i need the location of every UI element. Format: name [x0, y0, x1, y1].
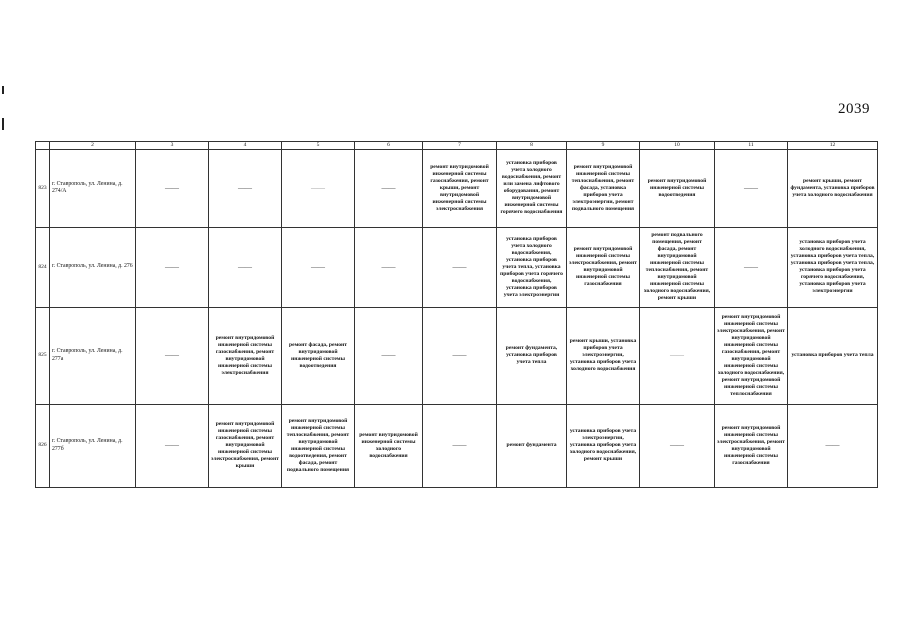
address-cell: г. Ставрополь, ул. Ленина, д. 277а: [50, 307, 136, 404]
work-cell: ремонт внутридомовой инженерной системы газоснабжения, ремонт крыши, ремонт внутридомовой инженерной системы электроснабжения: [423, 149, 497, 227]
work-cell: установка приборов учета холодного водоснабжения, установка приборов учета тепла, установка приборов учета горячего водоснабжения, установка приборов учета электроэнергии: [497, 227, 567, 307]
header-cell: 3: [136, 142, 209, 150]
empty-cell: [715, 149, 788, 227]
empty-cell: [355, 227, 423, 307]
empty-cell: [715, 227, 788, 307]
dash: ——: [311, 262, 325, 271]
dash: ——: [381, 262, 396, 271]
header-cell: [36, 142, 50, 150]
dash: ——: [165, 262, 179, 271]
header-cell: 6: [355, 142, 423, 150]
table-row: [36, 404, 878, 487]
row-number: 826: [36, 404, 50, 487]
empty-cell: [136, 307, 209, 404]
table-row: [36, 227, 878, 307]
work-cell: ремонт внутридомовой инженерной системы водоотведения: [640, 149, 715, 227]
work-cell: ремонт крыши, ремонт фундамента, установка приборов учета холодного водоснабжения: [788, 149, 878, 227]
dash: ——: [452, 262, 467, 271]
work-cell: ремонт фасада, ремонт внутридомовой инженерной системы водоотведения: [282, 307, 355, 404]
dash: ——: [744, 183, 758, 192]
header-cell: 5: [282, 142, 355, 150]
empty-cell: [423, 227, 497, 307]
work-cell: ремонт внутридомовой инженерной системы теплоснабжения, ремонт внутридомовой инженерной системы водоотведения, ремонт фасада, ремонт подвального помещения: [282, 404, 355, 487]
dash: ——: [452, 351, 467, 360]
empty-cell: [423, 307, 497, 404]
work-cell: ремонт внутридомовой инженерной системы холодного водоснабжения: [355, 404, 423, 487]
work-cell: установка приборов учета холодного водоснабжения, установка приборов учета тепла, установка приборов учета тепла, установка приборов учета горячего водоснабжения, установка приборов учета электроэнергии: [788, 227, 878, 307]
address-cell: г. Ставрополь, ул. Ленина, д. 277б: [50, 404, 136, 487]
empty-cell: [282, 227, 355, 307]
work-cell: ремонт крыши, установка приборов учета электроэнергии, установка приборов учета холодного водоснабжения: [567, 307, 640, 404]
address-cell: г. Ставрополь, ул. Ленина, д. 276: [50, 227, 136, 307]
work-cell: установка приборов учета электроэнергии, установка приборов учета холодного водоснабжения, ремонт крыши: [567, 404, 640, 487]
dash: ——: [311, 183, 325, 192]
empty-cell: [136, 404, 209, 487]
header-cell: 2: [50, 142, 136, 150]
empty-cell: [355, 307, 423, 404]
empty-cell: [282, 149, 355, 227]
address-cell: г. Ставрополь, ул. Ленина, д. 274/А: [50, 149, 136, 227]
dash: ——: [452, 441, 467, 450]
work-cell: ремонт внутридомовой инженерной системы газоснабжения, ремонт внутридомовой инженерной системы электроснабжения: [209, 307, 282, 404]
table-row: [36, 149, 878, 227]
dash: ——: [825, 441, 840, 450]
dash: ——: [744, 262, 758, 271]
empty-cell: [136, 227, 209, 307]
work-cell: ремонт внутридомовой инженерной системы электроснабжения, ремонт внутридомовой инженерной системы газоснабжения: [567, 227, 640, 307]
dash: ——: [670, 441, 684, 450]
page-number: 2039: [838, 101, 870, 117]
header-cell: 8: [497, 142, 567, 150]
header-cell: 11: [715, 142, 788, 150]
dash: ——: [381, 351, 396, 360]
empty-cell: [788, 404, 878, 487]
header-cell: 10: [640, 142, 715, 150]
work-cell: ремонт фундамента: [497, 404, 567, 487]
dash: ——: [165, 183, 179, 192]
work-cell: установка приборов учета холодного водоснабжения, ремонт или замена лифтового оборудования, ремонт внутридомовой инженерной системы горячего водоснабжения: [497, 149, 567, 227]
row-number: 825: [36, 307, 50, 404]
repair-schedule-table: [35, 141, 878, 488]
empty-cell: [640, 307, 715, 404]
dash: ——: [381, 183, 396, 192]
dash: ——: [165, 441, 179, 450]
table-row: [36, 307, 878, 404]
work-cell: ремонт подвального помещения, ремонт фасада, ремонт внутридомовой инженерной системы теплоснабжения, ремонт внутридомовой инженерной системы холодного водоснабжения, ремонт крыши: [640, 227, 715, 307]
work-cell: ремонт фундамента, установка приборов учета тепла: [497, 307, 567, 404]
empty-cell: [209, 227, 282, 307]
dash: ——: [238, 262, 252, 271]
work-cell: ремонт внутридомовой инженерной системы газоснабжения, ремонт внутридомовой инженерной системы электроснабжения, ремонт крыши: [209, 404, 282, 487]
row-number: 824: [36, 227, 50, 307]
dash: ——: [670, 351, 684, 360]
header-cell: 9: [567, 142, 640, 150]
dash: ——: [165, 351, 179, 360]
header-cell: 12: [788, 142, 878, 150]
table-header-row: [36, 142, 878, 150]
empty-cell: [355, 149, 423, 227]
work-cell: ремонт внутридомовой инженерной системы теплоснабжения, ремонт фасада, установка приборов учета электроэнергии, ремонт подвального помещения: [567, 149, 640, 227]
work-cell: ремонт внутридомовой инженерной системы электроснабжения, ремонт внутридомовой инженерной системы газоснабжения, ремонт внутридомовой инженерной системы холодного водоснабжения, ремонт внутридомовой инженерной системы теплоснабжения: [715, 307, 788, 404]
work-cell: установка приборов учета тепла: [788, 307, 878, 404]
scan-margin-mark: [2, 86, 4, 94]
work-cell: ремонт внутридомовой инженерной системы электроснабжения, ремонт внутридомовой инженерной системы газоснабжения: [715, 404, 788, 487]
empty-cell: [423, 404, 497, 487]
scan-margin-mark: [2, 118, 4, 130]
empty-cell: [209, 149, 282, 227]
empty-cell: [136, 149, 209, 227]
dash: ——: [238, 183, 252, 192]
empty-cell: [640, 404, 715, 487]
row-number: 823: [36, 149, 50, 227]
header-cell: 4: [209, 142, 282, 150]
header-cell: 7: [423, 142, 497, 150]
